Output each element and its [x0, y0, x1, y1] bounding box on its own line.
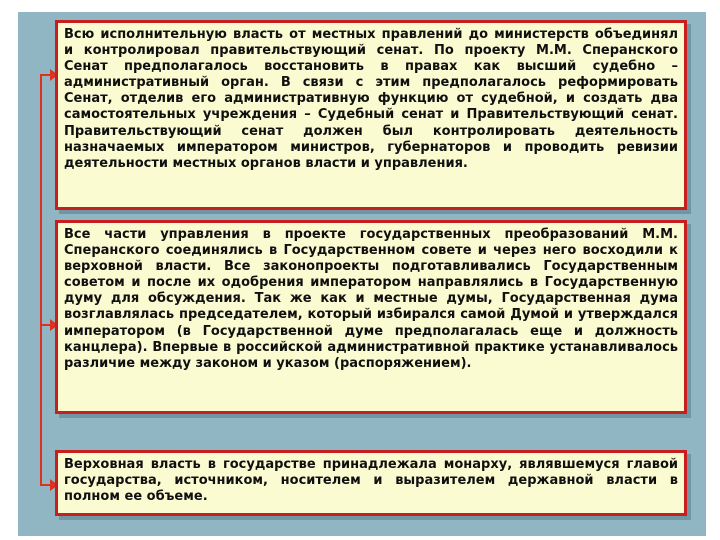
text-block-senate	[55, 20, 687, 210]
connector-arrow-1	[40, 74, 52, 76]
text-block-state-council	[55, 220, 687, 414]
text-block-monarch-text: Верховная власть в государстве принадлежала монарху, являвшемуся главой государства, источником, носителем и выразителем державной власти в полном ее объеме.	[64, 457, 678, 505]
text-block-state-council-text: Все части управления в проекте государственных преобразований М.М. Сперанского соединялись в Государственном совете и через него восходили к верховной власти. Все законопроекты подготавливались Государственным советом и после их одобрения императором направлялись в Государственную думу для обсуждения. Так же как и местные думы, Государственная дума возглавлялась председателем, который избирался самой Думой и утверждался императором (в Государственной думе предполагалась еще и должность канцлера). Впервые в российской административной практике устанавливалось различие между законом и указом (распоряжением).	[64, 227, 678, 371]
connector-arrow-2	[40, 324, 52, 326]
text-block-senate-text: Всю исполнительную власть от местных правлений до министерств объединял и контролировал правительствующий сенат. По проекту М.М. Сперанского Сенат предполагалось восстановить в правах как высший судебно – административный орган. В связи с этим предполагалось реформировать Сенат, отделив его административную функцию от судебной, и создать два самостоятельных учреждения – Судебный сенат и Правительствующий сенат. Правительствующий сенат должен был контролировать деятельность назначаемых императором министров, губернаторов и проводить ревизии деятельности местных органов власти и управления.	[64, 27, 678, 171]
text-block-monarch	[55, 450, 687, 516]
connector-line	[40, 74, 42, 484]
connector-arrow-3	[40, 484, 52, 486]
